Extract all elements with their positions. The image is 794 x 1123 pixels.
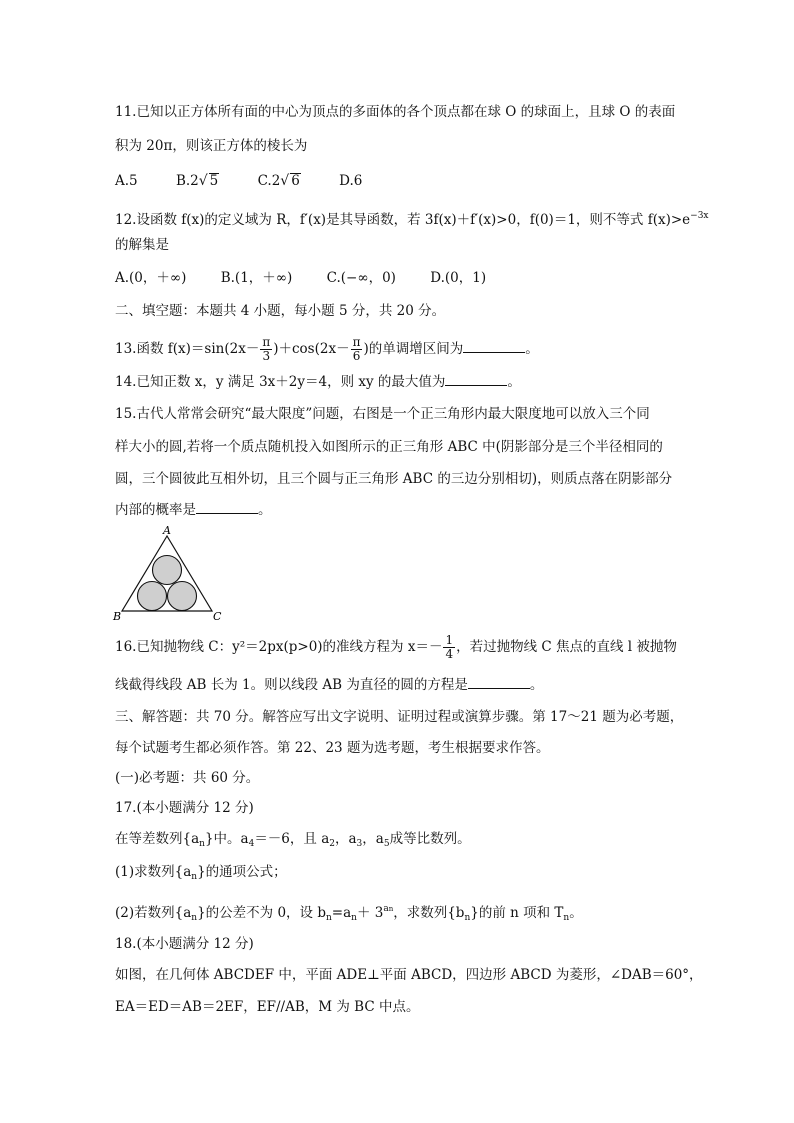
q12-option-b: B.(1，＋∞) [220, 270, 293, 286]
q12-options [115, 268, 516, 288]
q17-part1: (1)求数列$\{a_n\}$的通项公式； [115, 864, 287, 882]
required-heading: (一)必考题：共 60 分。 [115, 770, 260, 786]
section3-line2: 每个试题考生都必须作答。第 22、23 题为选考题，考生根据要求作答。 [115, 740, 550, 756]
shaded-circle-left [138, 582, 167, 611]
q13-fraction-1: $\frac{\pi}{3}$ [262, 335, 271, 363]
q12-line1: 12.设函数 f(x)的定义域为 R，f′(x)是其导函数，若 3f(x)＋f′(x)>0，f(0)＝1，则不等式 $f(x)>e^{-3x}$ [115, 211, 709, 228]
q18-line1: 如图，在几何体 ABCDEF 中，平面 ADE⊥平面 ABCD，四边形 ABCD 为菱形，∠DAB＝60°， [115, 967, 703, 983]
q16-line1: 16.已知抛物线 C：y²＝2px(p>0)的准线方程为 x＝－ $\frac{1}{4}$ ，若过抛物线 C 焦点的直线 l 被抛物 [115, 633, 677, 661]
q16-answer-blank [468, 676, 530, 689]
section3-line1: 三、解答题：共 70 分。解答应写出文字说明、证明过程或演算步骤。第 17～21 题为必考题， [115, 709, 684, 725]
q11-option-c: C.2√ 6 [257, 173, 300, 189]
shaded-circle-top [153, 556, 182, 585]
q17-part2: (2)若数列$\{a_n\}$的公差不为 0，设 $b_n=a_n+ 3^{an}$，求数列$\{b_n\}$的前 n 项和 $T_n$。 [115, 904, 583, 923]
q14: 14.已知正数 x，y 满足 3x＋2y＝4，则 xy 的最大值为 。 [115, 374, 521, 390]
label-a: A [163, 526, 171, 537]
q15-line4: 内部的概率是 。 [115, 502, 272, 518]
q11-line1: 11.已知以正方体所有面的中心为顶点的多面体的各个顶点都在球 O 的球面上，且球 O 的表面 [115, 104, 676, 120]
label-c: C [213, 610, 222, 623]
q17-line1: 在等差数列$\{a_n\}$中。$a_4=-6$，且 $a_2$，$a_3$，$a_5$成等比数列。 [115, 831, 471, 849]
q13-answer-blank [463, 340, 525, 353]
q16-line2: 线截得线段 AB 长为 1。则以线段 AB 为直径的圆的方程是 。 [115, 677, 544, 693]
q15-answer-blank [196, 501, 258, 514]
label-b: B [113, 610, 122, 623]
q12-option-d: D.(0，1) [430, 270, 487, 286]
q18-title: 18.(本小题满分 12 分) [115, 936, 254, 952]
q15-line1: 15.古代人常常会研究“最大限度”问题，右图是一个正三角形内最大限度地可以放入三个同 [115, 406, 650, 422]
q15-line3: 圆，三个圆彼此互相外切，且三个圆与正三角形 ABC 的三边分别相切)，则质点落在阴影部分 [115, 471, 673, 487]
q14-answer-blank [445, 373, 507, 386]
q11-option-b: B.2√ 5 [175, 173, 219, 189]
q11-option-a: A.5 [115, 173, 138, 189]
q11-line2: 积为 20π，则该正方体的棱长为 [115, 138, 308, 154]
q18-line2: EA＝ED＝AB＝2EF，EF//AB，M 为 BC 中点。 [115, 999, 420, 1015]
q12-line2: 的解集是 [115, 237, 169, 253]
q12-option-a: A.(0，＋∞) [115, 270, 187, 286]
q13-fraction-2: $\frac{\pi}{6}$ [352, 335, 361, 363]
q11-option-d: D.6 [339, 173, 363, 189]
section2-heading: 二、填空题：本题共 4 小题，每小题 5 分，共 20 分。 [115, 303, 446, 319]
q15-line2: 样大小的圆,若将一个质点随机投入如图所示的正三角形 ABC 中(阴影部分是三个半径相同的 [115, 439, 663, 455]
q11-options [115, 171, 396, 191]
q16-fraction: $\frac{1}{4}$ [445, 633, 454, 661]
triangle-circles-figure [110, 526, 230, 626]
q17-title: 17.(本小题满分 12 分) [115, 800, 254, 816]
q12-option-c: C.(−∞，0) [326, 270, 396, 286]
shaded-circle-right [168, 582, 197, 611]
q13: 13.函数 f(x)＝sin(2x－ $\frac{\pi}{3}$ )＋cos(2x－ $\frac{\pi}{6}$ )的单调增区间为 。 [115, 335, 539, 363]
